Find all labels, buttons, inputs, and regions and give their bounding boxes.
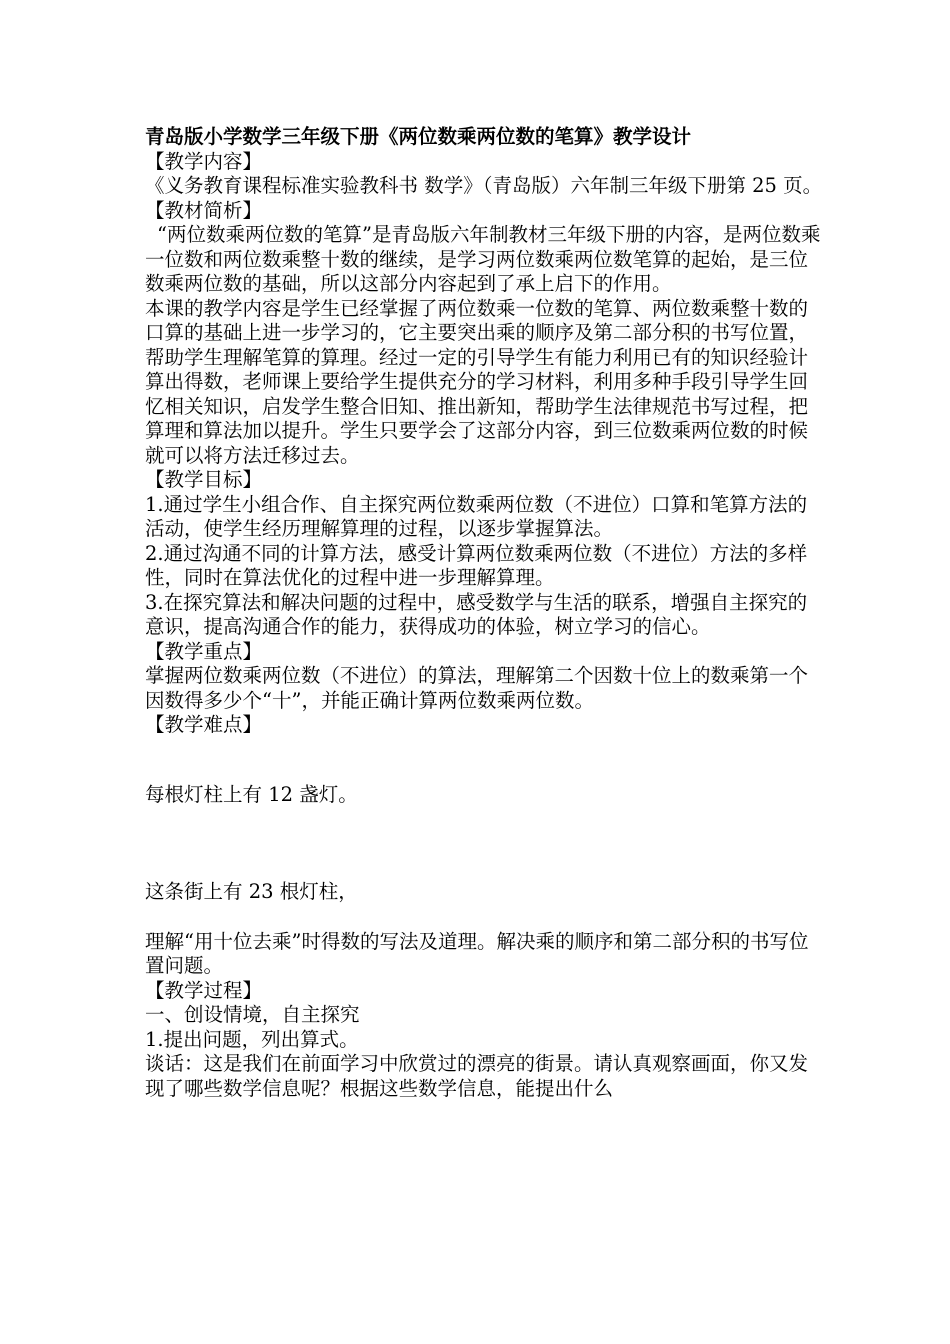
heading-teaching-key: 【教学重点】	[145, 639, 263, 663]
paragraph-teaching-content: 《义务教育课程标准实验教科书 数学》（青岛版）六年制三年级下册第 25 页。	[145, 174, 823, 197]
paragraph-analysis-1: “两位数乘两位数的笔算”是青岛版六年制教材三年级下册的内容，是两位数乘一位数和两位数乘整十数的继续，是学习两位数乘两位数笔算的起始，是三位数乘两位数的基础，所以这部分内容起到了承上启下的作用。	[145, 223, 821, 295]
heading-teaching-difficulty: 【教学难点】	[145, 713, 263, 736]
pole-caption: 这条街上有 23 根灯柱，	[145, 880, 358, 903]
paragraph-teaching-key: 掌握两位数乘两位数（不进位）的算法，理解第二个因数十位上的数乘第一个因数得多少个“十”，并能正确计算两位数乘两位数。	[145, 664, 809, 712]
goal-item-2: 2.通过沟通不同的计算方法，感受计算两位数乘两位数（不进位）方法的多样性，同时在算法优化的过程中进一步理解算理。	[145, 541, 808, 589]
lamp-caption: 每根灯柱上有 12 盏灯。	[145, 782, 358, 806]
heading-teaching-goals: 【教学目标】	[145, 468, 263, 491]
heading-material-analysis: 【教材简析】	[145, 198, 263, 222]
paragraph-teaching-difficulty: 理解“用十位去乘”时得数的写法及道理。解决乘的顺序和第二部分积的书写位置问题。	[145, 929, 809, 977]
heading-teaching-content: 【教学内容】	[145, 149, 263, 173]
document-title: 青岛版小学数学三年级下册《两位数乘两位数的笔算》教学设计	[145, 125, 692, 148]
paragraph-analysis-2: 本课的教学内容是学生已经掌握了两位数乘一位数的笔算、两位数乘整十数的口算的基础上进一步学习的，它主要突出乘的顺序及第二部分积的书写位置，帮助学生理解笔算的算理。经过一定的引导学生有能力利用已有的知识经验计算出得数，老师课上要给学生提供充分的学习材料，利用多种手段引导学生回忆相关知识，启发学生整合旧知、推出新知，帮助学生法律规范书写过程，把算理和算法加以提升。学生只要学会了这部分内容，到三位数乘两位数的时候就可以将方法迁移过去。	[145, 296, 809, 467]
paragraph-process-talk: 谈话：这是我们在前面学习中欣赏过的漂亮的街景。请认真观察画面，你又发现了哪些数学信息呢？根据这些数学信息，能提出什么	[145, 1052, 809, 1100]
process-section-title: 一、创设情境，自主探究	[145, 1003, 360, 1026]
goal-item-1: 1.通过学生小组合作、自主探究两位数乘两位数（不进位）口算和笔算方法的活动，使学生经历理解算理的过程，以逐步掌握算法。	[145, 492, 808, 540]
goal-item-3: 3.在探究算法和解决问题的过程中，感受数学与生活的联系，增强自主探究的意识，提高沟通合作的能力，获得成功的体验，树立学习的信心。	[145, 590, 808, 638]
heading-teaching-process: 【教学过程】	[145, 978, 263, 1002]
document-body	[145, 125, 825, 1101]
process-step-title: 1.提出问题，列出算式。	[145, 1027, 359, 1051]
